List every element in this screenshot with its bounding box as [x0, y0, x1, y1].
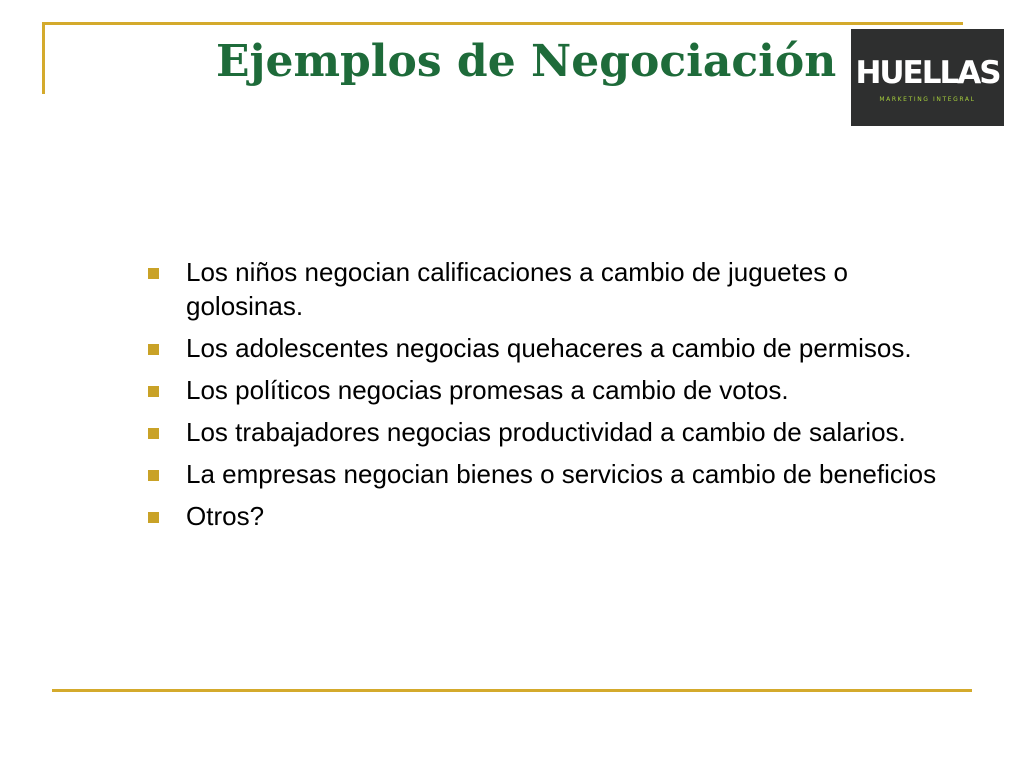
- logo-tagline: MARKETING INTEGRAL: [879, 96, 976, 103]
- bullet-square-icon: [148, 386, 159, 397]
- bullet-square-icon: [148, 344, 159, 355]
- bullet-square-icon: [148, 428, 159, 439]
- frame-left-line: [42, 22, 45, 94]
- bullet-text: Los trabajadores negocias productividad a cambio de salarios.: [186, 417, 906, 447]
- bullet-text: Los adolescentes negocias quehaceres a cambio de permisos.: [186, 333, 912, 363]
- bullet-item: [148, 457, 968, 491]
- bullet-item: [148, 499, 968, 533]
- bullet-list: [148, 255, 968, 541]
- bullet-text: Los políticos negocias promesas a cambio de votos.: [186, 375, 789, 405]
- bullet-item: [148, 373, 968, 407]
- bullet-square-icon: [148, 268, 159, 279]
- bullet-text: Otros?: [186, 501, 265, 531]
- logo-wordmark: HUELLAS: [855, 55, 1000, 91]
- slide-title: Ejemplos de Negociación: [216, 36, 837, 87]
- bullet-square-icon: [148, 470, 159, 481]
- bullet-item: [148, 255, 968, 323]
- bullet-square-icon: [148, 512, 159, 523]
- bullet-text: La empresas negocian bienes o servicios a cambio de beneficios: [186, 459, 937, 489]
- bullet-item: [148, 415, 968, 449]
- frame-bottom-line: [52, 689, 972, 692]
- bullet-item: [148, 331, 968, 365]
- frame-top-line: [42, 22, 963, 25]
- bullet-text: Los niños negocian calificaciones a cambio de juguetes o golosinas.: [186, 257, 848, 321]
- huellas-logo: [851, 29, 1004, 126]
